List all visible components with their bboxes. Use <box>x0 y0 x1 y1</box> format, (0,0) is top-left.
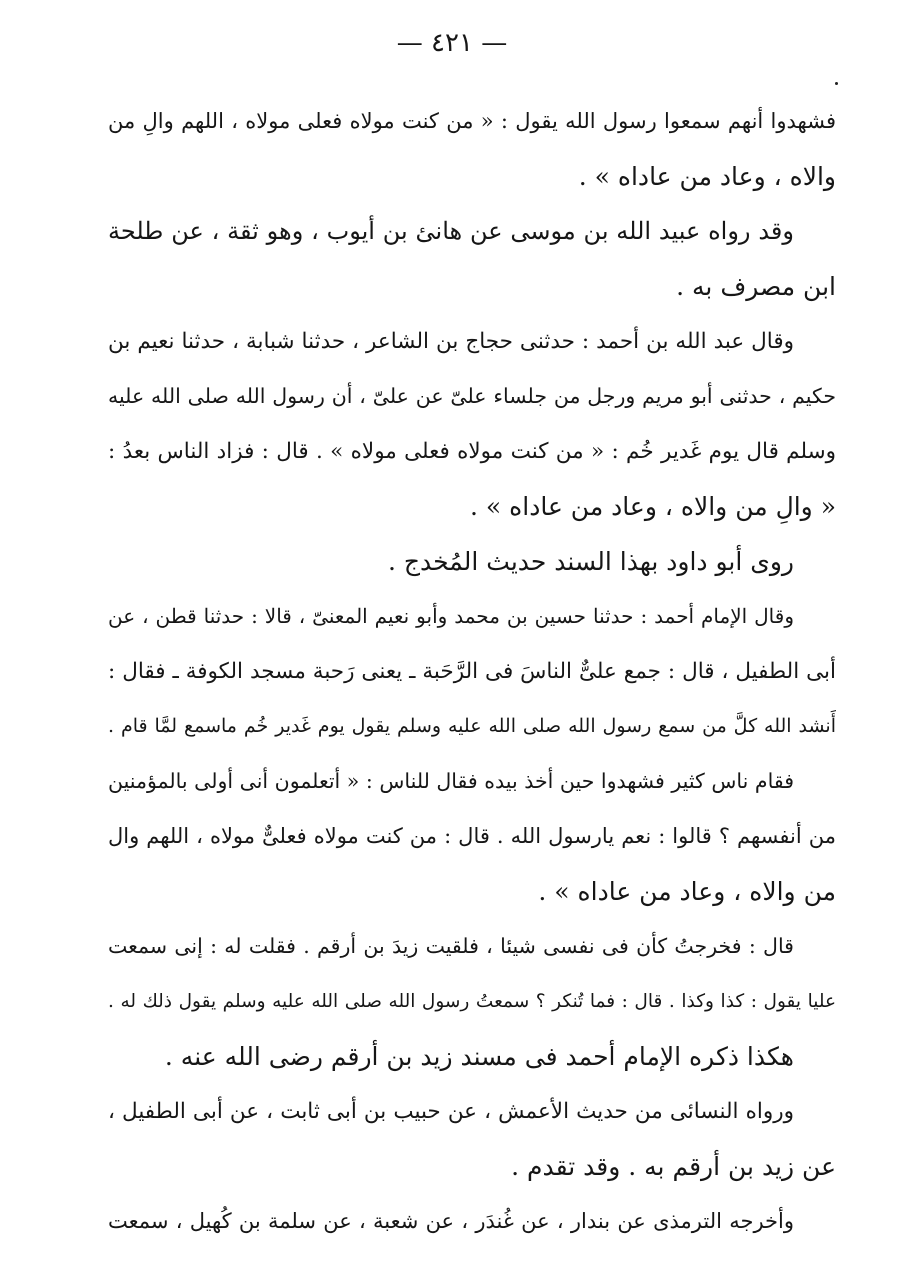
text-line: فقام ناس كثير فشهدوا حين أخذ بيده فقال للناس : « أتعلمون أنى أولى بالمؤمنين <box>108 769 794 793</box>
text-line: وسلم قال يوم غَدير خُم : « من كنت مولاه فعلى مولاه » . قال : فزاد الناس بعدُ : <box>108 439 836 464</box>
text-line: وأخرجه الترمذى عن بندار ، عن غُندَر ، عن شعبة ، عن سلمة بن كُهيل ، سمعت <box>108 1209 794 1233</box>
text-line: هكذا ذكره الإمام أحمد فى مسند زيد بن أرقم رضى الله عنه . <box>164 1042 794 1071</box>
speck-mark <box>835 82 838 85</box>
text-line: فشهدوا أنهم سمعوا رسول الله يقول : « من كنت مولاه فعلى مولاه ، اللهم والِ من <box>108 109 836 133</box>
text-line: أَنشد الله كلَّ من سمع رسول الله صلى الله عليه وسلم يقول يوم غَدير خُم ماسمع لمَّا قام . <box>108 715 836 737</box>
text-line: أبى الطفيل ، قال : جمع علىٌّ الناسَ فى الرَّحَبة ـ يعنى رَحبة مسجد الكوفة ـ فقال : <box>108 659 836 684</box>
text-line: ورواه النسائى من حديث الأعمش ، عن حبيب بن أبى ثابت ، عن أبى الطفيل ، <box>108 1099 794 1124</box>
text-line: « والِ من والاه ، وعاد من عاداه » . <box>470 492 836 521</box>
text-line: ابن مصرف به . <box>676 272 836 301</box>
text-line: من أنفسهم ؟ قالوا : نعم يارسول الله . قال : من كنت مولاه فعلىٌّ مولاه ، اللهم وال <box>108 824 836 848</box>
text-line: عليا يقول : كذا وكذا . قال : فما تُنكر ؟ سمعتُ رسول الله صلى الله عليه وسلم يقول ذلك له . <box>108 991 836 1012</box>
text-line: وقد رواه عبيد الله بن موسى عن هانئ بن أيوب ، وهو ثقة ، عن طلحة <box>108 217 794 245</box>
text-line: من والاه ، وعاد من عاداه » . <box>538 877 836 906</box>
text-line: وقال عبد الله بن أحمد : حدثنى حجاج بن الشاعر ، حدثنا شبابة ، حدثنا نعيم بن <box>108 329 794 354</box>
text-line: روى أبو داود بهذا السند حديث المُخدج . <box>388 547 794 576</box>
page-number: — ٤٢١ — <box>396 28 508 58</box>
text-line: وقال الإمام أحمد : حدثنا حسين بن محمد وأبو نعيم المعنىّ ، قالا : حدثنا قطن ، عن <box>108 604 794 628</box>
text-line: والاه ، وعاد من عاداه » . <box>578 162 836 191</box>
text-line: حكيم ، حدثنى أبو مريم ورجل من جلساء علىّ عن علىّ ، أن رسول الله صلى الله عليه <box>108 384 836 408</box>
text-line: قال : فخرجتُ كأن فى نفسى شيئا ، فلقيت زيدَ بن أرقم . فقلت له : إنى سمعت <box>108 934 794 958</box>
main-text <box>108 94 836 1249</box>
text-line: عن زيد بن أرقم به . وقد تقدم . <box>511 1152 836 1181</box>
